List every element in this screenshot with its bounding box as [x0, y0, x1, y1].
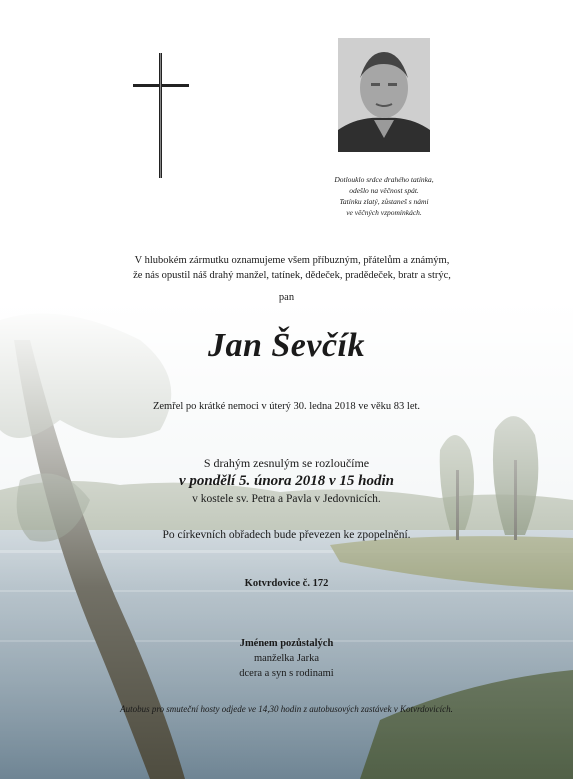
poem-line: odešlo na věčnost spát.: [349, 186, 419, 195]
farewell-place: v kostele sv. Petra a Pavla v Jedovnicích.: [192, 493, 381, 505]
poem-line: Dotlouklo srdce drahého tatínka,: [334, 175, 434, 184]
pan-label: pan: [278, 292, 295, 303]
cremation-note-text: Po církevních obřadech bude převezen ke zpopelnění.: [162, 529, 411, 541]
portrait-photo: [338, 38, 430, 152]
bus-note: Autobus pro smuteční hosty odjede ve 14,30 hodin z autobusových zastávek v Kotvrdovicích.: [120, 704, 453, 714]
intro-line: že nás opustil náš drahý manžel, tatínek, dědeček, pradědeček, bratr a strýc,: [133, 270, 451, 281]
address-text: Kotvrdovice č. 172: [244, 578, 329, 589]
death-notice: [0, 399, 573, 414]
intro-line: V hlubokém zármutku oznamujeme všem příbuzným, přátelům a známým,: [134, 255, 450, 266]
death-notice-text: Zemřel po krátké nemoci v úterý 30. ledna 2018 ve věku 83 let.: [152, 401, 421, 412]
survivors-heading: Jménem pozůstalých: [239, 638, 334, 649]
cross-icon: [133, 53, 189, 178]
deceased-name: Jan Ševčík: [207, 327, 366, 364]
announcement-intro: [60, 253, 524, 283]
farewell-block: [0, 455, 573, 507]
farewell-line: S drahým zesnulým se rozloučíme: [203, 456, 370, 470]
memorial-poem: [300, 174, 468, 218]
cremation-note: [0, 528, 573, 543]
survivors-line: dcera a syn s rodinami: [239, 668, 334, 679]
address: [0, 576, 573, 591]
poem-line: Tatínku zlatý, zůstaneš s námi: [339, 197, 429, 206]
poem-line: ve věčných vzpomínkách.: [346, 208, 422, 217]
survivors-line: manželka Jarka: [253, 653, 319, 664]
survivors-block: [0, 636, 573, 681]
farewell-date-time: v pondělí 5. února 2018 v 15 hodin: [178, 473, 395, 489]
